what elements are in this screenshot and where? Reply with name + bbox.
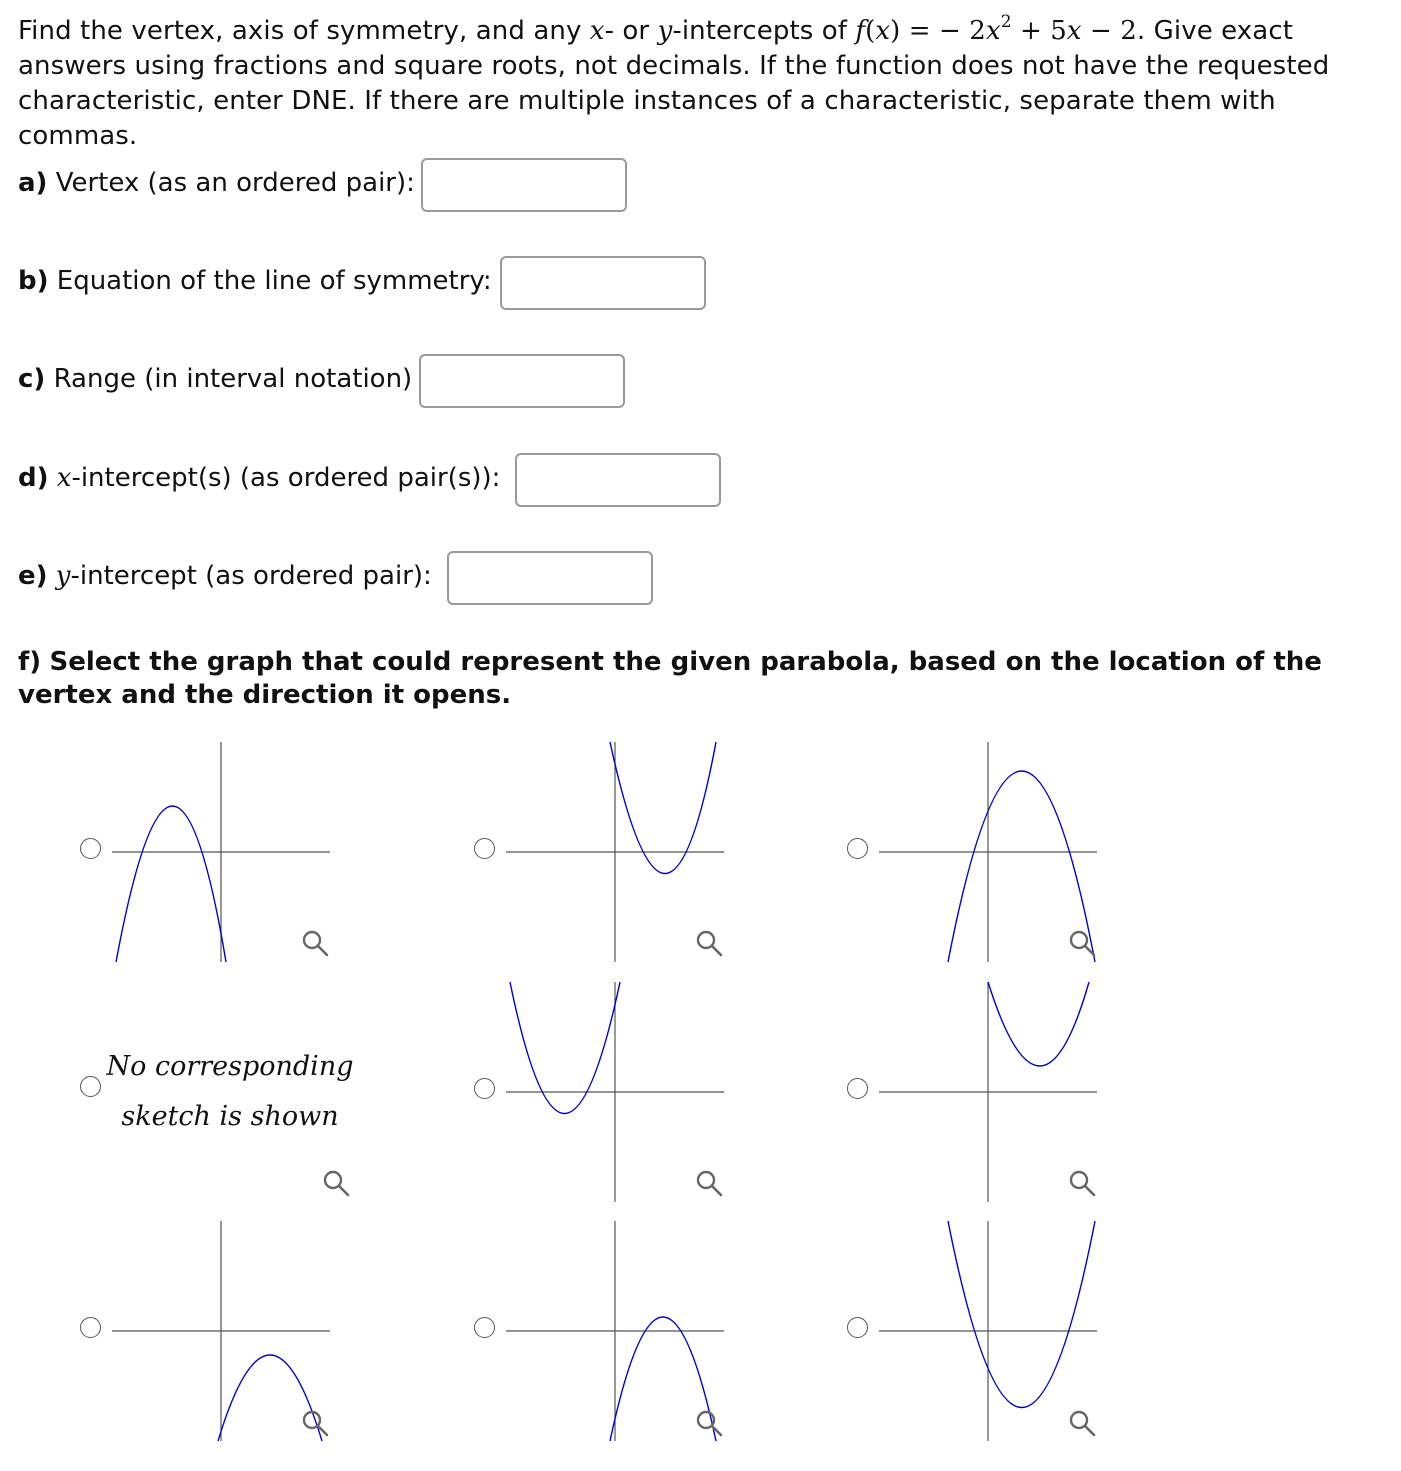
vertex-input[interactable]: [421, 158, 627, 212]
x-intercepts-input[interactable]: [515, 453, 721, 507]
question-text-2: - or: [604, 16, 658, 46]
var-y: y: [657, 16, 673, 46]
func-name: f: [855, 16, 866, 46]
question-line-3: characteristic, enter DNE. If there are multiple instances of a characteristic, separate them with commas.: [18, 86, 1276, 151]
question-text-1: Find the vertex, axis of symmetry, and any: [18, 16, 590, 46]
no-corresponding-line-2: sketch is shown: [121, 1101, 339, 1132]
part-c-letter: c): [18, 364, 46, 394]
part-a-letter: a): [18, 168, 48, 198]
part-d-var: x: [56, 463, 72, 493]
part-e-var: y: [55, 561, 71, 591]
parabola-curve: [610, 742, 716, 874]
graph-option-5-radio[interactable]: [474, 1078, 495, 1099]
part-c-label: [18, 364, 412, 394]
zoom-icon[interactable]: [694, 1408, 724, 1438]
part-e-label: [18, 561, 432, 591]
expr-b: + 5: [1011, 16, 1067, 46]
part-b-label: [18, 266, 492, 296]
range-input[interactable]: [419, 354, 625, 408]
graph-option-2-radio[interactable]: [474, 838, 495, 859]
part-e-text: -intercept (as ordered pair):: [70, 561, 432, 591]
no-corresponding-sketch: [100, 1042, 360, 1142]
question-text-3: -intercepts of: [672, 16, 856, 46]
graph-option-6-radio[interactable]: [847, 1078, 868, 1099]
part-f-letter: f): [18, 647, 42, 677]
part-a-label: [18, 168, 415, 198]
graph-option-9-radio[interactable]: [847, 1317, 868, 1338]
parabola-curve: [948, 1221, 1095, 1408]
zoom-icon[interactable]: [300, 1408, 330, 1438]
graph-option-3-radio[interactable]: [847, 838, 868, 859]
graph-option-8-radio[interactable]: [474, 1317, 495, 1338]
expr-exponent: 2: [1000, 12, 1012, 32]
part-a-text: Vertex (as an ordered pair):: [55, 168, 415, 198]
part-d-text: -intercept(s) (as ordered pair(s)):: [71, 463, 501, 493]
part-b-text: Equation of the line of symmetry:: [56, 266, 492, 296]
graph-option-4-radio[interactable]: [80, 1076, 101, 1097]
question-text-4: . Give exact: [1136, 16, 1294, 46]
symmetry-line-input[interactable]: [500, 256, 706, 310]
zoom-icon[interactable]: [694, 928, 724, 958]
no-corresponding-line-1: No corresponding: [106, 1051, 354, 1082]
zoom-icon[interactable]: [694, 1168, 724, 1198]
part-f-text: Select the graph that could represent the given parabola, based on the location of the vertex and the direction it opens.: [18, 647, 1322, 710]
zoom-icon[interactable]: [1067, 1168, 1097, 1198]
parabola-curve: [116, 806, 226, 962]
parabola-curve: [510, 982, 620, 1114]
equals-sign: =: [900, 16, 940, 46]
parabola-curve: [988, 982, 1089, 1066]
zoom-icon[interactable]: [1067, 928, 1097, 958]
graph-option-1-radio[interactable]: [80, 838, 101, 859]
func-arg: (x): [865, 16, 901, 46]
part-c-text: Range (in interval notation): [53, 364, 413, 394]
graph-option-7-radio[interactable]: [80, 1317, 101, 1338]
expr-a: − 2: [939, 16, 986, 46]
part-d-letter: d): [18, 463, 49, 493]
part-d-label: [18, 463, 500, 493]
expr-c: − 2: [1081, 16, 1137, 46]
question-text: [18, 14, 1398, 154]
part-b-letter: b): [18, 266, 49, 296]
zoom-icon[interactable]: [321, 1168, 351, 1198]
zoom-icon[interactable]: [300, 928, 330, 958]
y-intercept-input[interactable]: [447, 551, 653, 605]
expr-x2: x: [985, 16, 1001, 46]
part-f-label: [18, 646, 1388, 712]
question-line-2: answers using fractions and square roots, not decimals. If the function does not have the requested: [18, 51, 1330, 81]
question-line-1: [18, 14, 1398, 49]
part-e-letter: e): [18, 561, 48, 591]
zoom-icon[interactable]: [1067, 1408, 1097, 1438]
var-x: x: [589, 16, 605, 46]
expr-x: x: [1066, 16, 1082, 46]
